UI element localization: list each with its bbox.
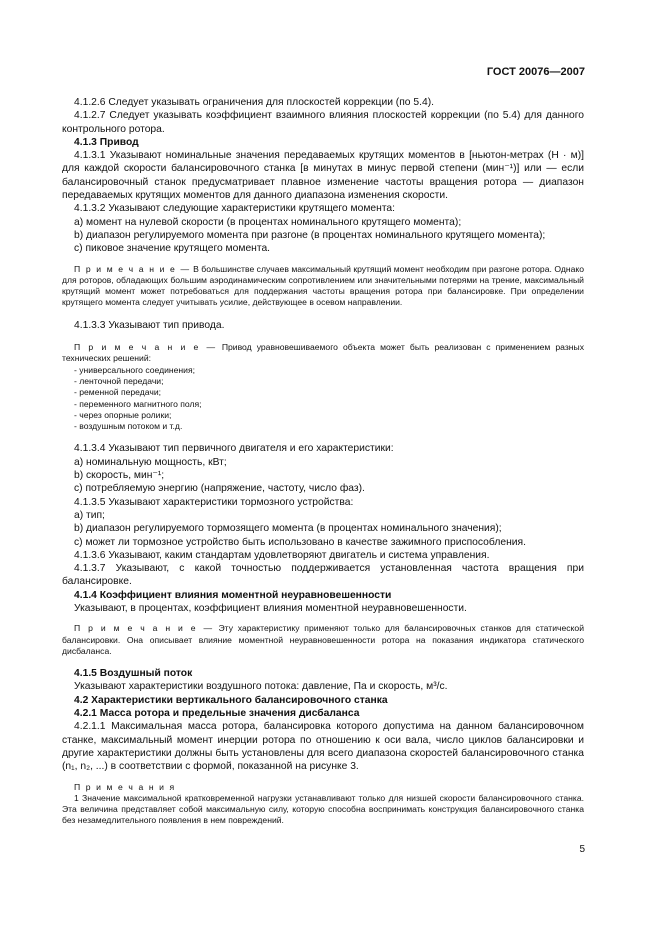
notes-heading: П р и м е ч а н и я xyxy=(74,781,176,792)
list-item: a) номинальную мощность, кВт; xyxy=(74,456,227,468)
note-text: Привод уравновешиваемого объекта может быть реализован с применением разных технических решений: xyxy=(62,342,584,364)
list-item: b) диапазон регулируемого момента при разгоне (в процентах номинального крутящего момента); xyxy=(74,229,546,241)
note-text: В большинстве случаев максимальный крутящий момент необходим при разгоне ротора. Однако для роторов, обладающих большим аэродинамическим сопротивлением или значительными потерями на трение, максимальный крутящий момент может потребоваться для поддержания частоты вращения ротора при балансировке. При определении крутящего момента следует учитывать усилие, действующее в осевом направлении. xyxy=(62,263,584,308)
note-moment xyxy=(62,623,584,657)
heading-4-1-3: 4.1.3 Привод xyxy=(74,136,139,148)
paragraph-4-1-3-6: 4.1.3.6 Указывают, каким стандартам удовлетворяют двигатель и система управления. xyxy=(74,549,490,561)
page-number: 5 xyxy=(579,844,585,855)
list-item: c) потребляемую энергию (напряжение, частоту, число фаз). xyxy=(74,483,365,495)
paragraph-4-1-3-5: 4.1.3.5 Указывают характеристики тормозного устройства: xyxy=(74,496,354,508)
list-item: c) пиковое значение крутящего момента. xyxy=(74,243,271,255)
note-text: Эту характеристику применяют только для балансировочных станков для статической балансировки. Она описывает влияние моментной неуравновешенности ротора на показания индикатора статического дисбаланса. xyxy=(62,623,584,656)
list-item: b) диапазон регулируемого тормозящего момента (в процентах номинального значения); xyxy=(74,523,502,535)
document-body xyxy=(62,96,584,827)
list-item: - переменного магнитного поля; xyxy=(74,398,202,409)
list-item: - воздушным потоком и т.д. xyxy=(74,421,183,432)
list-item: - через опорные ролики; xyxy=(74,409,172,420)
paragraph-4-1-4: Указывают, в процентах, коэффициент влияния моментной неуравновешенности. xyxy=(74,602,467,614)
note-label: П р и м е ч а н и е — xyxy=(74,263,191,274)
note-torque xyxy=(62,264,584,309)
paragraph-4-1-3-2: 4.1.3.2 Указывают следующие характеристики крутящего момента: xyxy=(74,203,396,215)
list-item: b) скорость, мин⁻¹; xyxy=(74,470,165,482)
note-label: П р и м е ч а н и е — xyxy=(74,342,217,353)
heading-4-2-1: 4.2.1 Масса ротора и предельные значения дисбаланса xyxy=(74,708,360,720)
paragraph-4-1-3-4: 4.1.3.4 Указывают тип первичного двигателя и его характеристики: xyxy=(74,443,394,455)
paragraph-4-1-3-3: 4.1.3.3 Указывают тип привода. xyxy=(74,319,225,331)
note-drive xyxy=(62,342,584,365)
list-item: c) может ли тормозное устройство быть использовано в качестве зажимного приспособления. xyxy=(74,536,526,548)
heading-4-1-4: 4.1.4 Коэффициент влияния моментной неуравновешенности xyxy=(74,589,392,601)
list-item: - ленточной передачи; xyxy=(74,375,164,386)
list-item: - универсального соединения; xyxy=(74,364,196,375)
paragraph-4-1-5: Указывают характеристики воздушного потока: давление, Па и скорость, м³/с. xyxy=(74,681,448,693)
paragraph-4-2-1-1: 4.2.1.1 Максимальная масса ротора, балансировка которого допустима на данном балансировочном станке, максимальный момент инерции ротора по отношению к оси вала, число циклов балансировки и другие характеристики должны быть установлены для всего диапазона скоростей балансировочного станка (n₁, n₂, ...) в соответствии с формой, показанной на рисунке 3. xyxy=(62,721,584,773)
paragraph-4-1-2-6: 4.1.2.6 Следует указывать ограничения для плоскостей коррекции (по 5.4). xyxy=(74,97,434,108)
paragraph-4-1-3-7: 4.1.3.7 Указывают, с какой точностью поддерживается установленная частота вращения при балансировке. xyxy=(62,563,584,588)
heading-4-1-5: 4.1.5 Воздушный поток xyxy=(74,668,193,680)
heading-4-2: 4.2 Характеристики вертикального балансировочного станка xyxy=(74,694,388,706)
note-1: 1 Значение максимальной кратковременной нагрузки устанавливают только для низшей скорости балансировочного станка. Эта величина представляет собой максимальную силу, которую способна воспринимать конструкция балансировочного станка без незамедлительного появления в нем повреждений. xyxy=(62,792,584,826)
list-item: a) момент на нулевой скорости (в процентах номинального крутящего момента); xyxy=(74,216,462,228)
note-label: П р и м е ч а н и е — xyxy=(74,623,214,634)
paragraph-4-1-2-7: 4.1.2.7 Следует указывать коэффициент взаимного влияния плоскостей коррекции (по 5.4) для данного контрольного ротора. xyxy=(62,110,584,135)
document-header: ГОСТ 20076—2007 xyxy=(486,66,585,78)
list-item: - ременной передачи; xyxy=(74,387,162,398)
paragraph-4-1-3-1: 4.1.3.1 Указывают номинальные значения передаваемых крутящих моментов в [ньютон-метрах (Н · м)] для каждой скорости балансировочного станка [в минутах в минус первой степени (мин⁻¹)] или — если балансировочный станок предусматривает плавное изменение частоты вращения ротора — диапазон передаваемых крутящих моментов для данного диапазона изменения скорости. xyxy=(62,150,584,202)
list-item: a) тип; xyxy=(74,509,105,521)
